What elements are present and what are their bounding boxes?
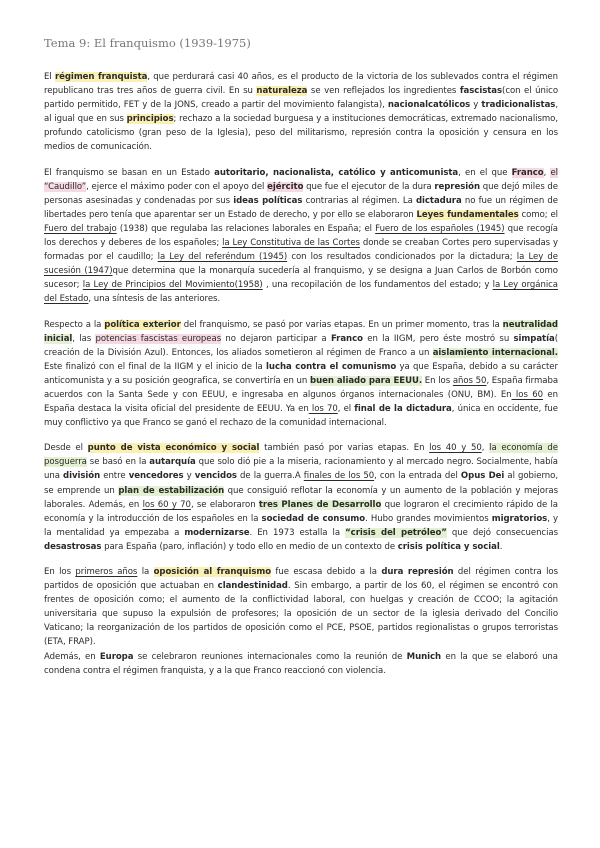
emphasis-text: dictadura [415,195,462,206]
emphasis-text: Fuero de los españoles (1945) [375,223,505,234]
text-run: . Hubo grandes movimientos [365,513,492,524]
emphasis-text: Opus Dei [460,471,505,482]
text-run: , el [337,404,355,415]
emphasis-text: el “Caudillo” [44,167,559,192]
emphasis-text: la Ley del referéndum (1945) [157,252,288,263]
emphasis-text: Munich [406,651,442,662]
emphasis-text: la economía de posguerra [44,443,559,468]
emphasis-text: vencedores [128,471,184,482]
emphasis-text: lucha contra el comunismo [266,361,397,372]
emphasis-text: aislamiento internacional. [432,347,558,358]
text-run: entre [100,471,129,482]
emphasis-text: fascistas [459,86,503,97]
emphasis-text: principios [126,114,174,125]
text-run: Desde el [44,443,88,454]
emphasis-text: ejército [267,181,304,192]
emphasis-text: final de la dictadura [354,404,452,415]
text-run: que solo dió pie a la miseria, racionamiento y al mercado negro. Socialmente, había una [44,457,558,482]
emphasis-text: la Ley de Principios del Movimiento(1958) [82,280,263,291]
text-run: de la guerra.A [236,471,304,482]
text-run: , [543,167,551,178]
paragraph-regimen [44,70,558,155]
text-run: del régimen contra los partidos de oposición que actuaban en [44,567,558,592]
emphasis-text: los 40 y 50 [429,443,482,454]
emphasis-text: nacionalcatólicos [387,100,471,111]
text-run: se celebraron reuniones internacionales como la reunión de [133,651,407,662]
text-run: , [481,443,490,454]
text-run: que lograron el crecimiento rápido de la economía y la introducción de los españoles en la [44,499,558,524]
emphasis-text: la Ley de sucesión (1947) [44,252,558,277]
emphasis-text: plan de estabilización [118,485,225,496]
text-run: En los [422,375,453,386]
text-run: al gobierno, se emprende un [44,471,558,496]
text-run: que dejó miles de personas asesinadas y condenadas por sus [44,181,559,206]
emphasis-text: neutralidad inicial [44,319,559,344]
emphasis-text: primeros años [75,567,138,577]
emphasis-text: punto de vista económico y social [87,443,260,454]
text-run: con los resultados condicionados por la dictadura; [287,252,517,263]
text-run: donde se creaban Cortes pero supervisadas y formadas por el caudillo; [44,238,559,263]
text-run: no fue un régimen de libertades pero tenía que aparentar ser un Estado de derecho, y por ello se elaboraron [44,195,558,220]
emphasis-text: los 60 y 70 [142,499,191,510]
paragraph-estado [44,166,558,307]
text-run: que dejó consecuencias [446,527,558,538]
text-run: Además, en [44,651,100,662]
text-run: Respecto a la [44,319,105,330]
text-run: , las [72,333,96,344]
emphasis-text: tres Planes de Desarrollo [258,499,382,510]
emphasis-text: represión [434,181,480,192]
text-run: que recogía los derechos y deberes de los españoles; [44,223,558,249]
emphasis-text: sociedad de consumo [261,513,366,524]
emphasis-text: autoritario, nacionalista, católico y anticomunista [214,167,459,178]
text-run: del franquismo, se pasó por varias etapas. En un primer momento, tras la [180,319,503,330]
text-run: , al igual que en sus [44,100,559,125]
emphasis-text: Franco [511,167,544,178]
text-run: , una recopilación de los fundamentos del estado; y [262,280,493,291]
text-run: , única en occidente, fue muy conflictivo ya que Franco se ganó el rechazo de la comunidad internacional. [44,404,558,429]
text-run: . Sin embargo, a partir de los 60, el régimen se encontró con frentes de oposición como; el aumento de la conflictividad laboral, con huelgas y creación de CCOO; la agitación universitaria que supuso la expulsión de profesores; la oposición de un sector de la iglesia derivado del Concilio Vaticano; la reorganización de los partidos de oposición como el PCE, PSOE, partidos regionalistas o grupos terroristas (ETA, FRAP). [44,581,558,648]
text-run: en España destaca la visita oficial del presidente de EEUU. Ya en [44,389,558,415]
text-run: se basó en la [86,457,150,468]
text-run: (1938) que regulaba las relaciones laborales en España; el [116,223,376,234]
emphasis-text: la Ley Constitutiva de las Cortes [222,238,360,249]
text-run: la [137,567,154,577]
text-run: (con el único partido permitido, FET y de la JONS, creado a partir del movimiento falangista), [44,86,558,111]
text-run: ya que España, debido a su carácter anticomunista y a su posición geografica, se convertiría en un [44,361,558,386]
emphasis-text: autarquía [149,457,196,468]
text-run: , se elaboraron [190,499,259,510]
emphasis-text: Franco [330,333,363,344]
emphasis-text: naturaleza [256,86,308,97]
text-run: también pasó por varias etapas. En [259,443,430,454]
emphasis-text: finales de los 50 [303,471,375,482]
text-run: Este finalizó con el final de la IIGM y el inicio de la [44,361,267,372]
text-run: se ven reflejados los ingredientes [307,86,460,97]
text-run: como; el [518,209,558,220]
text-run: ; rechazo a la sociedad burguesa y a instituciones democráticas, extremado nacionalismo, profundo catolicismo (gran peso de la Iglesia), peso del militarismo, represión contra la oposición y censura en los medios de comunicación. [44,114,559,153]
text-run: y [470,100,482,111]
paragraph-oposicion [44,565,558,678]
text-run: no dejaron participar a [221,333,331,344]
emphasis-text: división [63,471,101,482]
emphasis-text: dura represión [381,567,454,577]
text-run: , que perdurará casi 40 años, es el producto de la victoria de los sublevados contra el régimen republicano tras tres años de guerra civil. En su [44,72,559,97]
emphasis-text: años 50 [452,375,487,386]
text-run: . En 1973 estalla la [249,527,346,538]
emphasis-text: la Ley orgánica del Estado [44,280,558,305]
emphasis-text: vencidos [194,471,237,482]
emphasis-text: Leyes fundamentales [416,209,519,220]
text-run: , en el que [458,167,512,178]
text-run: En los [44,567,76,577]
text-run: El [44,72,55,82]
emphasis-text: régimen franquista [54,72,148,82]
text-run: , una síntesis de las anteriores. [88,294,221,305]
emphasis-text: “crisis del petróleo” [345,527,447,538]
text-run: , España firmaba acuerdos con la Santa Sede y con EEUU, e ingresaba en algunos órganos internacionales (ONU, BM). En [44,375,559,400]
emphasis-text: clandestinidad [217,581,288,592]
emphasis-text: simpatía [513,333,555,344]
emphasis-text: Europa [99,651,134,662]
text-run: que consiguió reflotar la economía y un aumento de la población y mejoras laborales. Además, en [44,485,558,510]
emphasis-text: los 60 [511,389,544,400]
text-run: y [183,471,195,482]
emphasis-text: crisis política y social [397,541,500,552]
emphasis-text: migratorios [491,513,548,524]
paragraph-economia-sociedad [44,441,558,554]
emphasis-text: potencias fascistas europeas [95,333,222,344]
emphasis-text: desastrosas [44,541,102,552]
text-run: que determina que la monarquía sucedería al franquismo, y se designa a Juan Carlos de Borbón como sucesor; [44,266,558,291]
page-title: Tema 9: El franquismo (1939-1975) [44,36,251,50]
text-run: , ejerce el máximo poder con el apoyo del [86,181,268,192]
emphasis-text: tradicionalistas [481,100,556,111]
text-run: ( creación de la División Azul). Entonces, los aliados sometieron al régimen de Franco a un [44,333,558,358]
emphasis-text: los 70 [308,404,338,415]
text-run: para España (paro, inflación) y todo ello en medio de un contexto de [101,541,398,552]
text-run: , y la mentalidad ya empezaba a [44,513,558,538]
text-run: en la que se elaboró una condena contra el régimen franquista, y a la que Franco reaccionó con violencia. [44,651,558,676]
paragraph-politica-exterior [44,318,558,431]
text-run: en la IIGM, pero éste mostró su [362,333,514,344]
emphasis-text: ideas políticas [233,195,303,206]
text-run: El franquismo se basan en un Estado [44,167,215,178]
emphasis-text: oposición al franquismo [153,567,272,577]
text-run: , con la entrada del [374,471,461,482]
text-run: contrarias al régimen. La [302,195,416,206]
text-run: . [499,541,503,552]
text-run: fue escasa debido a la [271,567,382,577]
emphasis-text: política exterior [104,319,181,330]
emphasis-text: Fuero del trabajo [44,223,117,234]
emphasis-text: buen aliado para EEUU. [310,375,423,386]
text-run: que fue el ejecutor de la dura [303,181,435,192]
emphasis-text: modernizarse [184,527,250,538]
